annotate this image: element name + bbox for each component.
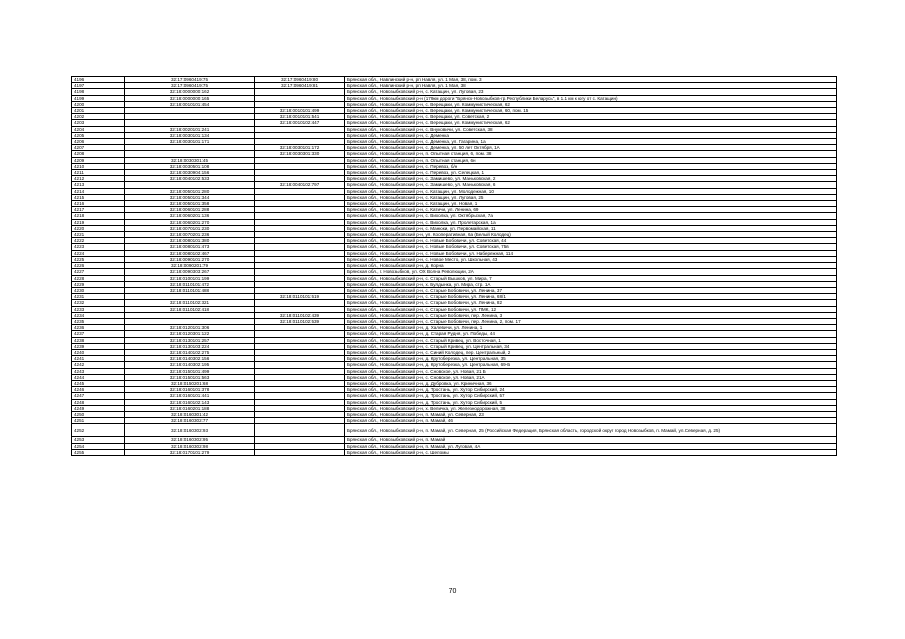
address-cell: Брянская обл., Навлинский р-н, рп Навля, ул. 1 Мая, 38 xyxy=(345,83,837,89)
cadastral-number-cell: 32:18:0030501:108 xyxy=(125,163,255,169)
row-number-cell: 4248 xyxy=(72,399,125,405)
address-cell: Брянская обл., Новозыбковский р-н, д. Старая Рудня, ул. Победы, 44 xyxy=(345,331,837,337)
address-cell: Брянская обл., Новозыбковский р-н, с. Замишево, ул. Маньковская, 6 xyxy=(345,182,837,188)
row-number-cell: 4230 xyxy=(72,287,125,293)
cadastral-number-cell: 32:18:0090303:267 xyxy=(125,269,255,275)
address-cell: Брянская обл., Новозыбковский р-н, с. Катащин, ул. Луговая, 25 xyxy=(345,194,837,200)
row-number-cell: 4200 xyxy=(72,101,125,107)
cadastral-number-cell: 32:17:0960419:75 xyxy=(125,77,255,83)
address-cell: Брянская обл., Новозыбковский р-н, с. Вихолка, ул. Октябрьская, 7а xyxy=(345,213,837,219)
cadastral-number-cell: 32:18:0030101:171 xyxy=(125,139,255,145)
address-cell: Брянская обл., Новозыбковский р-н, с. Старые Бобовичи, ул. Ленина, 68/1 xyxy=(345,294,837,300)
object-cadastral-number-cell: 32:18:0110102:439 xyxy=(255,312,345,318)
row-number-cell: 4225 xyxy=(72,256,125,262)
address-cell: Брянская обл., Новозыбковский р-н, с. Верещаки, ул. Коммунистическая, 62 xyxy=(345,101,837,107)
cadastral-number-cell: 32:18:0160101:378 xyxy=(125,387,255,393)
cadastral-number-cell: 32:18:0140302:156 xyxy=(125,356,255,362)
row-number-cell: 4242 xyxy=(72,362,125,368)
cadastral-number-cell: 32:18:0140302:195 xyxy=(125,362,255,368)
address-cell: Брянская обл., Новозыбковский р-н, с. Замишево, ул. Маньковская, 2 xyxy=(345,176,837,182)
address-cell: Брянская обл., Новозыбковский р-н, х. Булдынка, ул. Мира, стр. 1А xyxy=(345,281,837,287)
cadastral-number-cell: 32:18:0130103:224 xyxy=(125,343,255,349)
address-cell: Брянская обл., Новозыбковский р-н, с. Шеломы xyxy=(345,449,837,455)
address-cell: Брянская обл., Новозыбковский р-н, с. Катащин, ул. Луговая, 23 xyxy=(345,89,837,95)
cadastral-number-cell: 32:18:0110101:488 xyxy=(125,287,255,293)
address-cell: Брянская обл., Новозыбковский р-н, х. Величка, ул. Железнодорожная, 38 xyxy=(345,405,837,411)
row-number-cell: 4227 xyxy=(72,269,125,275)
row-number-cell: 4246 xyxy=(72,387,125,393)
address-cell: Брянская обл., Новозыбковский р-н, с. Старый Кривец, ул. Восточная, 1 xyxy=(345,337,837,343)
cadastral-number-cell: 32:18:0060201:136 xyxy=(125,213,255,219)
row-number-cell: 4218 xyxy=(72,213,125,219)
address-cell: Брянская обл., Новозыбковский р-н, с. Синий Колодец, пер. Центральный, 2 xyxy=(345,349,837,355)
row-number-cell: 4237 xyxy=(72,331,125,337)
row-number-cell: 4217 xyxy=(72,207,125,213)
address-cell: Брянская обл., Новозыбковский р-н, с. Деменка, ул. 50 лет Октября, 1А xyxy=(345,145,837,151)
row-number-cell: 4216 xyxy=(72,201,125,207)
cadastral-number-cell: 32:18:0120301:122 xyxy=(125,331,255,337)
address-cell: Брянская обл., Новозыбковский р-н, д. Тростань, ул. Хутор Сибирский, 5 xyxy=(345,399,837,405)
cadastral-number-cell: 32:18:0150201:68 xyxy=(125,380,255,386)
address-cell: Брянская обл., Новозыбковский р-н, д. Дубровка, ул. Криничная, 36 xyxy=(345,380,837,386)
table-row xyxy=(72,424,837,437)
row-number-cell: 4198 xyxy=(72,89,125,95)
cadastral-number-cell: 32:18:0160302:95 xyxy=(125,437,255,443)
cadastral-number-cell: 32:18:0150101:563 xyxy=(125,374,255,380)
address-cell: Брянская обл., Новозыбковский р-н, с. Новые Бобовичи, ул. Набережная, 114 xyxy=(345,250,837,256)
cadastral-number-cell: 32:18:0050101:280 xyxy=(125,188,255,194)
address-cell: Брянская обл., Новозыбковский р-н, с. Верещаки, ул. Советская, 2 xyxy=(345,114,837,120)
row-number-cell: 4252 xyxy=(72,424,125,437)
cadastral-number-cell: 32:18:0040102:533 xyxy=(125,176,255,182)
row-number-cell: 4233 xyxy=(72,306,125,312)
row-number-cell: 4208 xyxy=(72,151,125,157)
address-cell: Брянская обл., Новозыбковский р-н, с. Новые Бобовичи, ул. Советская, 44 xyxy=(345,238,837,244)
address-cell: Брянская обл., Новозыбковский р-н, д. Тростань, ул. Хутор Сибирский, 24 xyxy=(345,387,837,393)
object-cadastral-number-cell: 32:18:0110102:539 xyxy=(255,318,345,324)
cadastral-number-cell: 32:18:0100101:199 xyxy=(125,275,255,281)
address-cell: Брянская обл., Новозыбковский р-н, ул. Кооперативная, 6а (Белый Колодец) xyxy=(345,232,837,238)
address-cell: Брянская обл., Новозыбковский р-н, с. Манюки, ул. Первомайская, 11 xyxy=(345,225,837,231)
cadastral-number-cell: 32:18:0120101:306 xyxy=(125,325,255,331)
cadastral-number-cell: 32:18:0060201:270 xyxy=(125,219,255,225)
cadastral-number-cell: 32:18:0080102:467 xyxy=(125,250,255,256)
row-number-cell: 4196 xyxy=(72,77,125,83)
cadastral-number-cell: 32:18:0160302:93 xyxy=(125,424,255,437)
object-cadastral-number-cell: 32:17:0960419:81 xyxy=(255,83,345,89)
row-number-cell: 4199 xyxy=(72,95,125,101)
cadastral-number-cell: 32:18:0000000:162 xyxy=(125,89,255,95)
cadastral-number-cell: 32:18:0110102:321 xyxy=(125,300,255,306)
address-cell: Брянская обл., Новозыбковский р-н, с. Верещаки, ул. Коммунистическая, 60, пом. 15 xyxy=(345,108,837,114)
cadastral-number-cell: 32:18:0170101:279 xyxy=(125,449,255,455)
row-number-cell: 4249 xyxy=(72,405,125,411)
row-number-cell: 4205 xyxy=(72,132,125,138)
address-cell: Брянская обл., Новозыбковский р-н, п. Мамай, 46 xyxy=(345,418,837,424)
object-cadastral-number-cell xyxy=(255,449,345,455)
address-cell: Брянская обл., Новозыбковский р-н, с. Новые Бобовичи, ул. Советская, 75в xyxy=(345,244,837,250)
address-cell: Брянская обл., Новозыбковский р-н, с. Старые Бобовичи, ул. Ленина, 37 xyxy=(345,287,837,293)
address-cell: Брянская обл., Новозыбковский р-н, с. Старые Бобовичи, ул. ПМК, 12 xyxy=(345,306,837,312)
cadastral-number-cell: 32:18:0160201:188 xyxy=(125,405,255,411)
address-cell: Брянская обл., г. Новозыбков, ул. ОХ Волна Революции, 2А xyxy=(345,269,837,275)
address-cell: Брянская обл., Новозыбковский р-н, с. Новое Место, ул. Школьная, 43 xyxy=(345,256,837,262)
cadastral-number-cell: 32:18:0060101:288 xyxy=(125,207,255,213)
address-cell: Брянская обл., Новозыбковский р-н, с. Сновское, ул. Новая, 21А xyxy=(345,374,837,380)
cadastral-number-cell: 32:18:0090101:270 xyxy=(125,256,255,262)
row-number-cell: 4251 xyxy=(72,418,125,424)
cadastral-number-cell: 32:18:0050101:358 xyxy=(125,201,255,207)
cadastral-number-cell: 32:18:0110101:472 xyxy=(125,281,255,287)
row-number-cell: 4247 xyxy=(72,393,125,399)
row-number-cell: 4231 xyxy=(72,294,125,300)
row-number-cell: 4253 xyxy=(72,437,125,443)
address-cell: Брянская обл., Новозыбковский р-н, с. Старые Бобовичи, пер. Ленина, 3 xyxy=(345,312,837,318)
row-number-cell: 4220 xyxy=(72,225,125,231)
cadastral-number-cell: 32:18:0030101:134 xyxy=(125,132,255,138)
row-number-cell: 4206 xyxy=(72,139,125,145)
cadastral-number-cell: 32:18:0090201:79 xyxy=(125,263,255,269)
cadastral-number-cell: 32:18:0030301:45 xyxy=(125,157,255,163)
row-number-cell: 4212 xyxy=(72,176,125,182)
row-number-cell: 4240 xyxy=(72,349,125,355)
row-number-cell: 4250 xyxy=(72,411,125,417)
object-cadastral-number-cell: 32:17:0960419:80 xyxy=(255,77,345,83)
address-cell: Брянская обл., Новозыбковский р-н, с. Деменка xyxy=(345,132,837,138)
cadastral-number-cell: 32:18:0160302:98 xyxy=(125,443,255,449)
cadastral-number-cell: 32:18:0070101:230 xyxy=(125,225,255,231)
row-number-cell: 4235 xyxy=(72,318,125,324)
address-cell: Брянская обл., Новозыбковский р-н, д. Корна xyxy=(345,263,837,269)
row-number-cell: 4211 xyxy=(72,170,125,176)
address-cell: Брянская обл., Новозыбковский р-н, с. Катащин, ул. Молодежная, 10 xyxy=(345,188,837,194)
address-cell: Брянская обл., Новозыбковский р-н, п. Мамай, ул. Северная, 25 (Российская Федерация, Брянская область, городской округ город Новозыбков, п. Мамай, ул.Северная, д. 25) xyxy=(345,424,837,437)
address-cell: Брянская обл., Новозыбковский р-н, с. Верещаки, ул. Коммунистическая, 62 xyxy=(345,120,837,126)
address-cell: Брянская обл., Новозыбковский р-н, с. Деменка, ул. Гагарина, 1а xyxy=(345,139,837,145)
object-cadastral-number-cell: 32:18:0010101:541 xyxy=(255,114,345,120)
cadastral-number-cell: 32:18:0080101:473 xyxy=(125,244,255,250)
row-number-cell: 4203 xyxy=(72,120,125,126)
cadastral-number-cell: 32:18:0160101:441 xyxy=(125,393,255,399)
address-cell: Брянская обл., Новозыбковский р-н, с. Старые Бобовичи, ул. Ленина, 82 xyxy=(345,300,837,306)
address-cell: Брянская обл., Новозыбковский р-н, с. Старый Вышков, ул. Мира, 7 xyxy=(345,275,837,281)
cadastral-number-cell: 32:18:0050101:344 xyxy=(125,194,255,200)
address-cell: Брянская обл., Новозыбковский р-н, с. Перевоз, б/н xyxy=(345,163,837,169)
cadastral-number-cell: 32:18:0110102:418 xyxy=(125,306,255,312)
cadastral-number-cell: 32:18:0130101:257 xyxy=(125,337,255,343)
address-cell: Брянская обл., Новозыбковский р-н, п. Мамай, ул. Луговая, 4А xyxy=(345,443,837,449)
row-number-cell: 4209 xyxy=(72,157,125,163)
cadastral-number-cell: 32:18:0080101:380 xyxy=(125,238,255,244)
cadastral-number-cell: 32:18:0010101:454 xyxy=(125,101,255,107)
object-cadastral-number-cell: 32:18:0110101:519 xyxy=(255,294,345,300)
object-cadastral-number-cell: 32:18:0030101:172 xyxy=(255,145,345,151)
address-cell: Брянская обл., Новозыбковский р-н, д. Тростань, ул. Хутор Сибирский, 57 xyxy=(345,393,837,399)
row-number-cell: 4255 xyxy=(72,449,125,455)
page-number: 70 xyxy=(448,588,457,595)
address-cell: Брянская обл., Новозыбковский р-н, с. Катичи, ул. Ленина, 69 xyxy=(345,207,837,213)
row-number-cell: 4232 xyxy=(72,300,125,306)
object-cadastral-number-cell: 32:18:0040102:797 xyxy=(255,182,345,188)
address-cell: Брянская обл., Новозыбковский р-н, с. Старый Кривец, ул. Центральная, 34 xyxy=(345,343,837,349)
row-number-cell: 4243 xyxy=(72,368,125,374)
row-number-cell: 4210 xyxy=(72,163,125,169)
row-number-cell: 4244 xyxy=(72,374,125,380)
row-number-cell: 4214 xyxy=(72,188,125,194)
address-cell: Брянская обл., Новозыбковский р-н, д. Халевичи, ул. Ленина, 1 xyxy=(345,325,837,331)
row-number-cell: 4229 xyxy=(72,281,125,287)
registry-table xyxy=(71,76,837,456)
row-number-cell: 4238 xyxy=(72,337,125,343)
row-number-cell: 4226 xyxy=(72,263,125,269)
cadastral-number-cell: 32:17:0960419:75 xyxy=(125,83,255,89)
object-cadastral-number-cell: 32:18:0030301:330 xyxy=(255,151,345,157)
address-cell: Брянская обл., Новозыбковский р-н, с. Катащин, ул. Новая, 1 xyxy=(345,201,837,207)
row-number-cell: 4234 xyxy=(72,312,125,318)
address-cell: Брянская обл., Новозыбковский р-н (179км дороги "Брянск-Новозыбков-гр.Республики Беларусь", в 1.1 км к югу от с. Катащин) xyxy=(345,95,837,101)
address-cell: Брянская обл., Новозыбковский р-н, п. Мамай xyxy=(345,437,837,443)
address-cell: Брянская обл., Новозыбковский р-н, д. Крутоберезка, ул. Центральная, 35 xyxy=(345,356,837,362)
cadastral-number-cell: 32:18:0160102:143 xyxy=(125,399,255,405)
address-cell: Брянская обл., Новозыбковский р-н, п. Опытная станция, 6, пом. 38 xyxy=(345,151,837,157)
address-cell: Брянская обл., Новозыбковский р-н, д. Крутоберезка, ул. Центральная, 69-Б xyxy=(345,362,837,368)
address-cell: Брянская обл., Новозыбковский р-н, с. Сновское, ул. Новая, 21 Б xyxy=(345,368,837,374)
address-cell: Брянская обл., Новозыбковский р-н, с. Внуковичи, ул. Советская, 38 xyxy=(345,126,837,132)
table-row xyxy=(72,449,837,455)
row-number-cell: 4213 xyxy=(72,182,125,188)
row-number-cell: 4222 xyxy=(72,238,125,244)
address-cell: Брянская обл., Новозыбковский р-н, с. Вихолка, ул. Пролетарская, 1а xyxy=(345,219,837,225)
cadastral-number-cell: 32:18:0070201:236 xyxy=(125,232,255,238)
address-cell: Брянская обл., Навлинский р-н, рп Навля, ул. 1 Мая, 38, пом. 3 xyxy=(345,77,837,83)
row-number-cell: 4223 xyxy=(72,244,125,250)
row-number-cell: 4204 xyxy=(72,126,125,132)
row-number-cell: 4236 xyxy=(72,325,125,331)
cadastral-number-cell: 32:18:0150101:499 xyxy=(125,368,255,374)
registry-table-body xyxy=(72,77,837,456)
cadastral-number-cell: 32:18:0160301:42 xyxy=(125,411,255,417)
row-number-cell: 4202 xyxy=(72,114,125,120)
row-number-cell: 4207 xyxy=(72,145,125,151)
cadastral-number-cell: 32:18:0020101:241 xyxy=(125,126,255,132)
row-number-cell: 4224 xyxy=(72,250,125,256)
cadastral-number-cell: 32:18:0000000:165 xyxy=(125,95,255,101)
address-cell: Брянская обл., Новозыбковский р-н, с. Перевоз, ул. Селецкая, 1 xyxy=(345,170,837,176)
row-number-cell: 4228 xyxy=(72,275,125,281)
row-number-cell: 4254 xyxy=(72,443,125,449)
cadastral-number-cell: 32:18:0140102:275 xyxy=(125,349,255,355)
row-number-cell: 4221 xyxy=(72,232,125,238)
row-number-cell: 4239 xyxy=(72,343,125,349)
row-number-cell: 4245 xyxy=(72,380,125,386)
row-number-cell: 4219 xyxy=(72,219,125,225)
row-number-cell: 4241 xyxy=(72,356,125,362)
cadastral-number-cell: 32:18:0160302:77 xyxy=(125,418,255,424)
row-number-cell: 4201 xyxy=(72,108,125,114)
cadastral-number-cell: 32:18:0030904:156 xyxy=(125,170,255,176)
row-number-cell: 4197 xyxy=(72,83,125,89)
address-cell: Брянская обл., Новозыбковский р-н, с. Старые Бобовичи, пер. Ленина, 2, пом. 17 xyxy=(345,318,837,324)
object-cadastral-number-cell: 32:18:0010102:447 xyxy=(255,120,345,126)
object-cadastral-number-cell: 32:18:0010101:499 xyxy=(255,108,345,114)
row-number-cell: 4215 xyxy=(72,194,125,200)
address-cell: Брянская обл., Новозыбковский р-н, п. Мамай, ул. Северная, 23 xyxy=(345,411,837,417)
address-cell: Брянская обл., Новозыбковский р-н, п. Опытная станция, 6н xyxy=(345,157,837,163)
object-cadastral-number-cell xyxy=(255,424,345,437)
